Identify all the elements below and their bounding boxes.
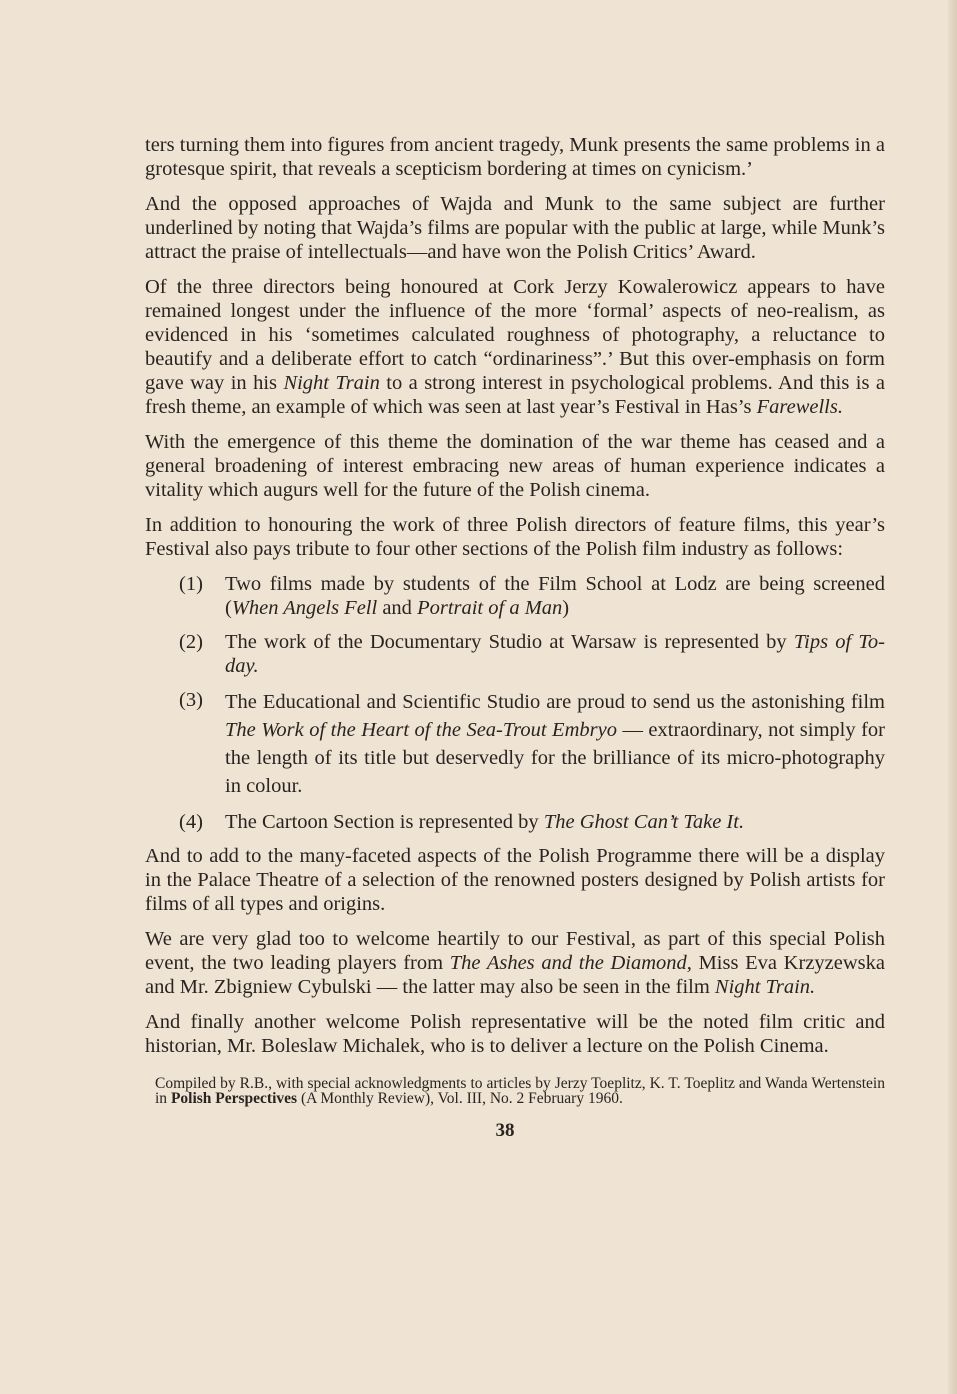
intro-paragraphs bbox=[145, 133, 885, 561]
text-run: In addition to honouring the work of three Polish directors of feature films, this year’s Festival also pays tribute to four other sections of the Polish film industry as follows: bbox=[145, 514, 885, 560]
paragraph-new-theme bbox=[145, 430, 885, 502]
list-item-text bbox=[225, 572, 885, 620]
closing-paragraphs bbox=[145, 844, 885, 1058]
paragraph-wajda-munk bbox=[145, 192, 885, 264]
paragraph-posters bbox=[145, 844, 885, 916]
list-item-number: (3) bbox=[179, 689, 203, 711]
text-run: to a strong interest in psychological problems. And this is a fresh theme, an example of which was seen at last year’s Festival in Has’s bbox=[145, 372, 885, 418]
credit-text-before: Compiled by R.B., with special acknowledgments to articles by Jerzy Toeplitz, K. T. Toeplitz and Wanda Wertenstein in bbox=[155, 1075, 885, 1107]
text-run: With the emergence of this theme the domination of the war theme has ceased and a general broadening of interest embracing new areas of human experience indicates a vitality which augurs well for the future of the Polish cinema. bbox=[145, 431, 885, 501]
list-item-text bbox=[225, 630, 885, 678]
text-run: ) bbox=[562, 597, 570, 619]
italic-title: Portrait of a Man bbox=[417, 597, 563, 619]
text-run: ters turning them into figures from ancient tragedy, Munk presents the same problems in a grotesque spirit, that reveals a scepticism bordering at times on cynicism.’ bbox=[145, 134, 885, 180]
text-run: and bbox=[377, 597, 418, 619]
article-body bbox=[145, 133, 885, 1142]
italic-title: Night Train bbox=[283, 372, 380, 394]
list-item-number: (4) bbox=[179, 811, 203, 833]
paragraph-players bbox=[145, 927, 885, 999]
list-item bbox=[145, 810, 885, 834]
paragraph-continuation bbox=[145, 133, 885, 181]
text-run: The work of the Documentary Studio at Warsaw is represented by bbox=[225, 631, 794, 653]
italic-title: Tips of To-day. bbox=[225, 631, 885, 677]
text-run: Two films made by students of the Film School at Lodz are being screened ( bbox=[225, 573, 885, 619]
italic-title: Farewells. bbox=[756, 396, 843, 418]
italic-title: The Ghost Can’t Take It. bbox=[543, 811, 745, 833]
list-item-text bbox=[225, 688, 885, 800]
list-item bbox=[145, 630, 885, 678]
text-run: Miss Eva Krzyzewska and Mr. Zbigniew Cybulski — the latter may also be seen in the film bbox=[145, 952, 885, 998]
text-run: Of the three directors being honoured at Cork Jerzy Kowalerowicz appears to have remained longest under the influence of the more ‘formal’ aspects of neo-realism, as evidenced in his ‘sometimes calculated roughness of photography, a reluctance to beautify and a deliberate effort to catch “ordinariness”.’ But this over-emphasis on form gave way in his bbox=[145, 276, 885, 394]
text-run: — extraordinary, not simply for the length of its title but deservedly for the brilliance of its micro-photography in colour. bbox=[225, 719, 886, 797]
text-run: And to add to the many-faceted aspects of the Polish Programme there will be a display in the Palace Theatre of a selection of the renowned posters designed by Polish artists for films of all types and origins. bbox=[145, 845, 885, 915]
text-run: And finally another welcome Polish representative will be the noted film critic and historian, Mr. Boleslaw Michalek, who is to deliver a lecture on the Polish Cinema. bbox=[145, 1011, 885, 1057]
italic-title: The Ashes and the Diamond, bbox=[449, 952, 692, 974]
list-item bbox=[145, 688, 885, 800]
list-item-text bbox=[225, 810, 885, 834]
list-item bbox=[145, 572, 885, 620]
paragraph-kowalerowicz bbox=[145, 275, 885, 419]
credit-note bbox=[155, 1076, 885, 1106]
credit-text-after: (A Monthly Review), Vol. III, No. 2 February 1960. bbox=[297, 1090, 623, 1107]
text-run: The Educational and Scientific Studio are proud to send us the astonishing film bbox=[225, 691, 885, 713]
italic-title: Night Train. bbox=[714, 976, 816, 998]
italic-title: The Work of the Heart of the Sea-Trout Embryo bbox=[225, 719, 617, 741]
paragraph-sections-intro bbox=[145, 513, 885, 561]
page-number: 38 bbox=[495, 1120, 515, 1141]
list-item-number: (2) bbox=[179, 631, 203, 653]
list-item-number: (1) bbox=[179, 573, 203, 595]
text-run: The Cartoon Section is represented by bbox=[225, 811, 544, 833]
sections-list bbox=[145, 572, 885, 834]
text-run: We are very glad too to welcome heartily to our Festival, as part of this special Polish event, the two leading players from bbox=[145, 928, 885, 974]
text-run: And the opposed approaches of Wajda and Munk to the same subject are further underlined by noting that Wajda’s films are popular with the public at large, while Munk’s attract the praise of intellectuals—and have won the Polish Critics’ Award. bbox=[145, 193, 885, 263]
italic-title: When Angels Fell bbox=[231, 597, 378, 619]
paragraph-lecture bbox=[145, 1010, 885, 1058]
credit-publication: Polish Perspectives bbox=[170, 1090, 298, 1107]
page-edge bbox=[948, 0, 957, 1394]
